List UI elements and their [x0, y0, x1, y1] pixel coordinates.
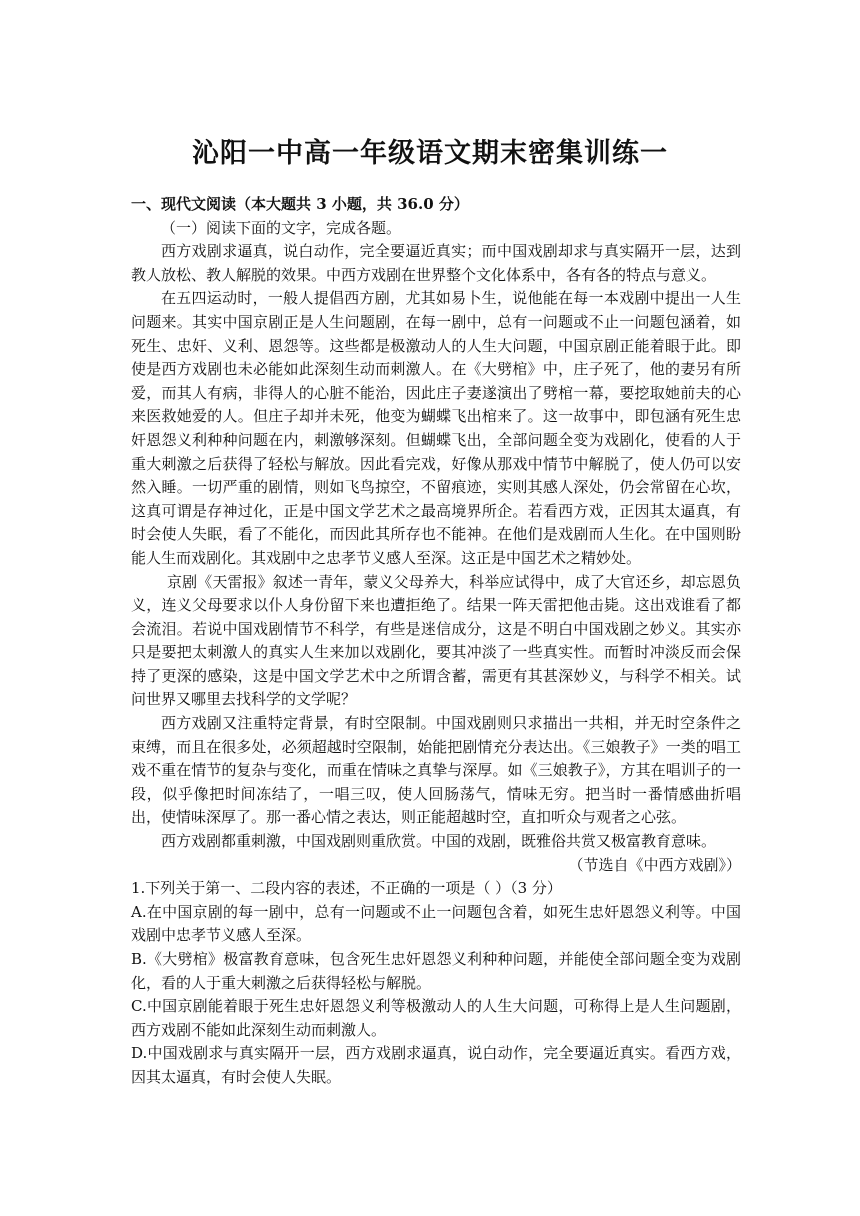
question-1-option-b: B.《大劈棺》极富教育意味，包含死生忠奸恩怨义利种种问题，并能使全部问题全变为戏剧化，看的人于重大刺激之后获得轻松与解脱。 [131, 950, 741, 992]
question-1-option-d: D.中国戏剧求与真实隔开一层，西方戏剧求逼真，说白动作，完全要逼近真实。看西方戏，因其太逼真，有时会使人失眠。 [131, 1044, 741, 1086]
question-1-option-c: C.中国京剧能着眼于死生忠奸恩怨义利等极激动人的人生大问题，可称得上是人生问题剧，西方戏剧不能如此深刻生动而刺激人。 [131, 997, 741, 1039]
question-1-stem: 1.下列关于第一、二段内容的表述，不正确的一项是（ ）（3 分） [131, 879, 562, 898]
document-body [131, 193, 741, 1090]
passage-paragraph-3: 京剧《天雷报》叙述一青年，蒙义父母养大，科举应试得中，成了大官还乡，却忘恩负义，连义父母要求以仆人身份留下来也遭拒绝了。结果一阵天雷把他击毙。这出戏谁看了都会流泪。若说中国戏剧情节不科学，有些是迷信成分，这是不明白中国戏剧之妙义。其实亦只是要把太刺激人的真实人生来加以戏剧化，要其冲淡了一些真实性。而暂时冲淡反而会保持了更深的感染，这是中国文学艺术中之所谓含蓄，需更有其甚深妙义，与科学不相关。试问世界又哪里去找科学的文学呢？ [131, 572, 741, 709]
reading-instruction: （一）阅读下面的文字，完成各题。 [161, 218, 402, 237]
passage-source: （节选自《中西方戏剧》） [568, 855, 741, 874]
page-title: 沁阳一中高一年级语文期末密集训练一 [192, 138, 668, 169]
passage-paragraph-4: 西方戏剧又注重特定背景，有时空限制。中国戏剧则只求描出一共相，并无时空条件之束缚，而且在很多处，必须超越时空限制，始能把剧情充分表达出。《三娘教子》一类的唱工戏不重在情节的复杂与变化，而重在情味之真挚与深厚。如《三娘教子》，方其在唱训子的一段，似乎像把时间冻结了，一唱三叹，使人回肠荡气，情味无穷。把当时一番情感曲折唱出，使情味深厚了。那一番心情之表达，则正能超越时空，直扣听众与观者之心弦。 [131, 714, 741, 827]
section-heading: 一、现代文阅读（本大题共 3 小题，共 36.0 分） [131, 195, 469, 213]
passage-paragraph-1: 西方戏剧求逼真，说白动作，完全要逼近真实；而中国戏剧却求与真实隔开一层，达到教人放松、教人解脱的效果。中西方戏剧在世界整个文化体系中，各有各的特点与意义。 [131, 242, 741, 284]
passage-paragraph-5: 西方戏剧都重刺激，中国戏剧则重欣赏。中国的戏剧，既雅俗共赏又极富教育意味。 [161, 832, 717, 851]
question-1-option-a: A.在中国京剧的每一剧中，总有一问题或不止一问题包含着，如死生忠奸恩怨义利等。中国戏剧中忠孝节义感人至深。 [131, 902, 741, 945]
passage-paragraph-2: 在五四运动时，一般人提倡西方剧，尤其如易卜生，说他能在每一本戏剧中提出一人生问题来。其实中国京剧正是人生问题剧，在每一剧中，总有一问题或不止一问题包涵着，如死生、忠奸、义利、恩怨等。这些都是极激动人的人生大问题，中国京剧正能着眼于此。即使是西方戏剧也未必能如此深刻生动而刺激人。在《大劈棺》中，庄子死了，他的妻另有所爱，而其人有病，非得人的心脏不能治，因此庄子妻遂演出了劈棺一幕，要挖取她前夫的心来医救她爱的人。但庄子却并未死，他变为蝴蝶飞出棺来了。这一故事中，即包涵有死生忠奸恩怨义利种种问题在内，刺激够深刻。但蝴蝶飞出，全部问题全变为戏剧化，使看的人于重大刺激之后获得了轻松与解放。因此看完戏，好像从那戏中情节中解脱了，使人仍可以安然入睡。一切严重的剧情，则如飞鸟掠空，不留痕迹，实则其感人深处，仍会常留在心坎，这真可谓是存神过化，正是中国文学艺术之最高境界所企。若看西方戏，正因其太逼真，有时会使人失眠，看了不能化，而因此其所存也不能神。在他们是戏剧而人生化。在中国则盼能人生而戏剧化。其戏剧中之忠孝节义感人至深。这正是中国艺术之精妙处。 [131, 289, 741, 567]
